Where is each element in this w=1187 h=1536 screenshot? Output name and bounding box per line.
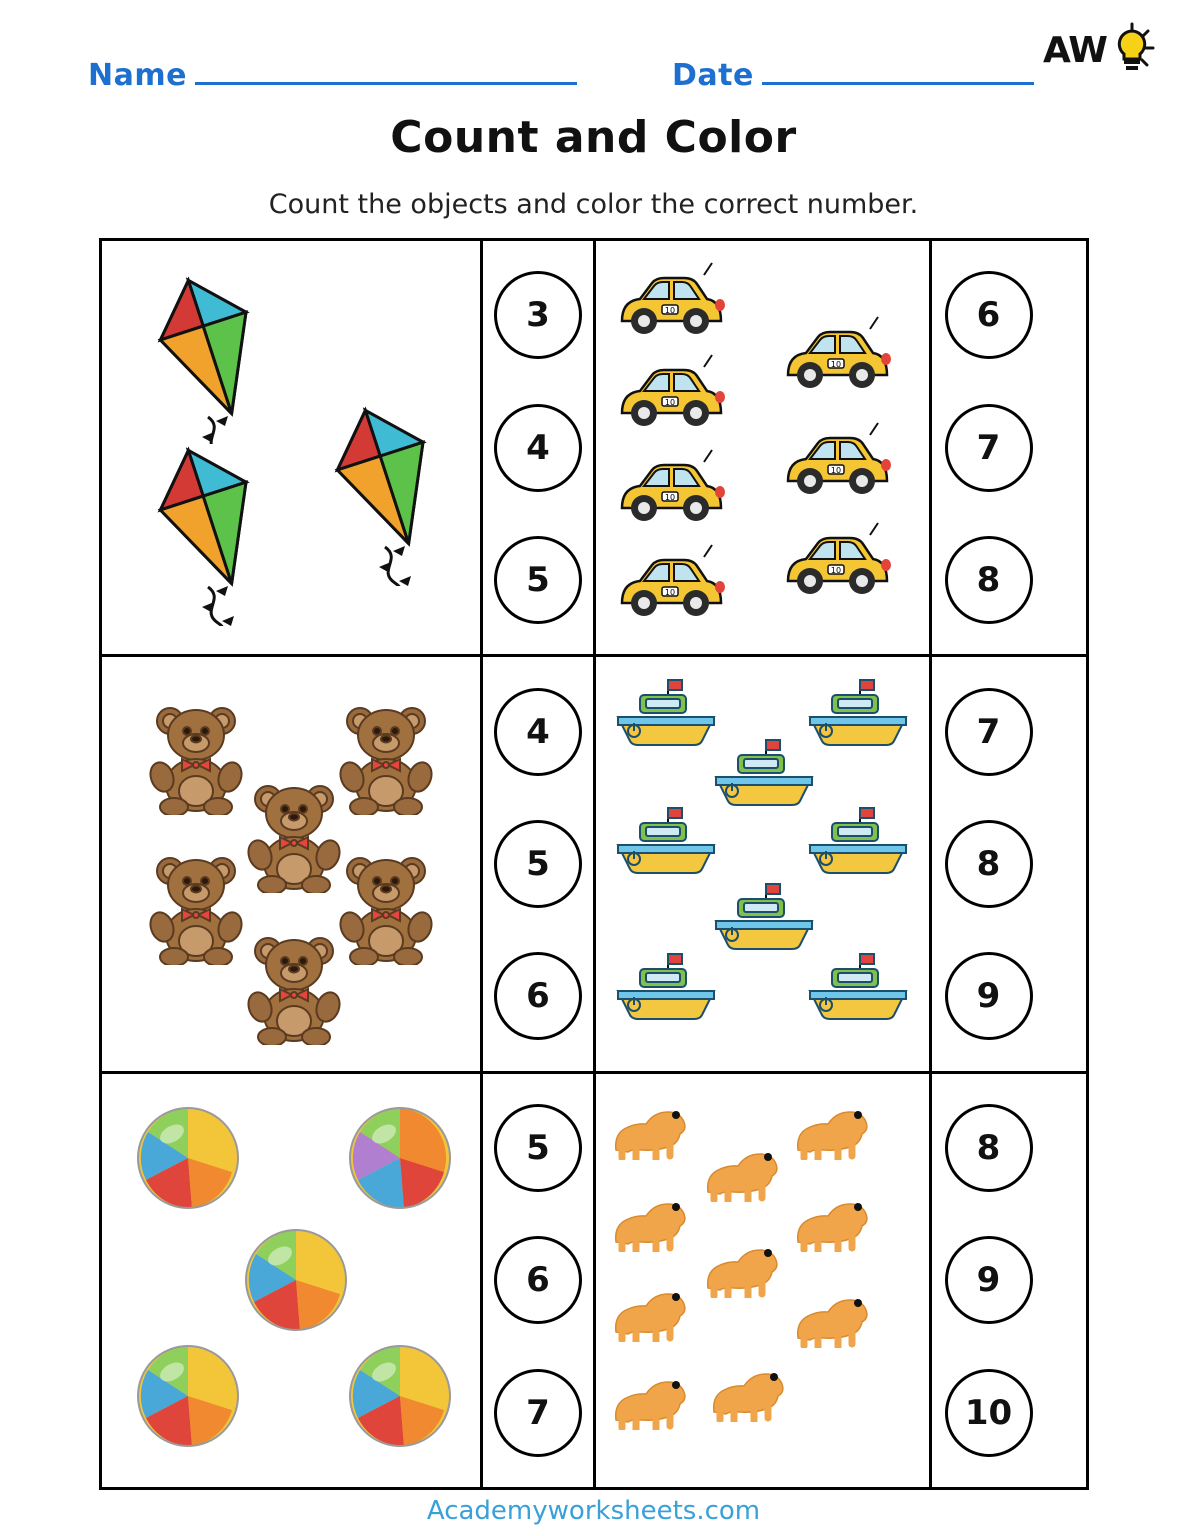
boat-icon bbox=[802, 803, 914, 887]
answer-option[interactable]: 5 bbox=[494, 820, 582, 908]
boat-icon bbox=[802, 949, 914, 1033]
teddy-bear-icon bbox=[334, 699, 438, 815]
answer-option[interactable]: 9 bbox=[945, 1236, 1033, 1324]
svg-text:10: 10 bbox=[830, 566, 842, 575]
logo-text: AW bbox=[1043, 30, 1107, 71]
boat-icon bbox=[610, 803, 722, 887]
car-icon bbox=[608, 351, 728, 437]
answer-option[interactable]: 7 bbox=[945, 404, 1033, 492]
dinosaur-icon bbox=[708, 1360, 800, 1422]
dinosaur-icon bbox=[610, 1280, 702, 1342]
kite-icon bbox=[307, 401, 482, 586]
beach-ball-icon bbox=[134, 1104, 242, 1212]
teddy-bear-icon bbox=[242, 777, 346, 893]
answer-choices-boats bbox=[932, 657, 1045, 1070]
answer-option[interactable]: 8 bbox=[945, 820, 1033, 908]
answer-option[interactable]: 5 bbox=[494, 536, 582, 624]
svg-text:10: 10 bbox=[664, 493, 676, 502]
dinosaur-icon bbox=[610, 1190, 702, 1252]
name-field[interactable] bbox=[88, 58, 577, 93]
beach-ball-icon bbox=[134, 1342, 242, 1450]
beach-ball-icon bbox=[346, 1104, 454, 1212]
beach-ball-icon bbox=[242, 1226, 350, 1334]
brand-logo bbox=[1043, 18, 1153, 82]
kite-icon bbox=[130, 269, 305, 444]
svg-text:10: 10 bbox=[664, 306, 676, 315]
car-icon bbox=[608, 541, 728, 627]
teddy-bear-icon bbox=[242, 929, 346, 1045]
object-cell-kites bbox=[102, 241, 483, 654]
answer-option[interactable]: 9 bbox=[945, 952, 1033, 1040]
answer-choices-bears bbox=[483, 657, 596, 1070]
dinosaur-icon bbox=[610, 1098, 702, 1160]
answer-option[interactable]: 6 bbox=[945, 271, 1033, 359]
boat-icon bbox=[610, 949, 722, 1033]
name-label: Name bbox=[88, 58, 187, 93]
lightbulb-icon bbox=[1109, 22, 1155, 74]
teddy-bear-icon bbox=[144, 699, 248, 815]
teddy-bear-icon bbox=[144, 849, 248, 965]
page-title: Count and Color bbox=[390, 112, 797, 163]
date-label: Date bbox=[672, 58, 754, 93]
dinosaur-icon bbox=[702, 1140, 794, 1202]
answer-option[interactable]: 4 bbox=[494, 404, 582, 492]
object-cell-dinosaurs bbox=[596, 1074, 932, 1487]
answer-choices-balls bbox=[483, 1074, 596, 1487]
answer-option[interactable]: 8 bbox=[945, 536, 1033, 624]
answer-option[interactable]: 6 bbox=[494, 1236, 582, 1324]
dinosaur-icon bbox=[610, 1368, 702, 1430]
svg-text:10: 10 bbox=[664, 588, 676, 597]
svg-text:10: 10 bbox=[830, 466, 842, 475]
answer-option[interactable]: 10 bbox=[945, 1369, 1033, 1457]
answer-choices-cars bbox=[932, 241, 1045, 654]
answer-option[interactable]: 5 bbox=[494, 1104, 582, 1192]
answer-option[interactable]: 7 bbox=[945, 688, 1033, 776]
answer-choices-dinosaurs bbox=[932, 1074, 1045, 1487]
date-field[interactable] bbox=[672, 58, 1034, 93]
svg-text:10: 10 bbox=[664, 398, 676, 407]
instructions: Count the objects and color the correct number. bbox=[268, 189, 919, 220]
object-cell-balls bbox=[102, 1074, 483, 1487]
object-cell-cars bbox=[596, 241, 932, 654]
answer-option[interactable]: 7 bbox=[494, 1369, 582, 1457]
worksheet-row bbox=[102, 241, 1086, 657]
object-cell-bears bbox=[102, 657, 483, 1070]
beach-ball-icon bbox=[346, 1342, 454, 1450]
worksheet-grid bbox=[99, 238, 1089, 1490]
car-icon bbox=[774, 313, 894, 399]
date-input-line[interactable] bbox=[762, 62, 1034, 85]
teddy-bear-icon bbox=[334, 849, 438, 965]
worksheet-row bbox=[102, 657, 1086, 1073]
worksheet-row bbox=[102, 1074, 1086, 1487]
car-icon bbox=[608, 446, 728, 532]
worksheet-header bbox=[0, 0, 1187, 110]
dinosaur-icon bbox=[792, 1286, 884, 1348]
site-credit: Academyworksheets.com bbox=[426, 1496, 761, 1526]
car-icon bbox=[774, 519, 894, 605]
answer-option[interactable]: 8 bbox=[945, 1104, 1033, 1192]
answer-choices-kites bbox=[483, 241, 596, 654]
object-cell-boats bbox=[596, 657, 932, 1070]
kite-icon bbox=[130, 441, 305, 626]
answer-option[interactable]: 4 bbox=[494, 688, 582, 776]
boat-icon bbox=[610, 675, 722, 759]
name-input-line[interactable] bbox=[195, 62, 577, 85]
answer-option[interactable]: 6 bbox=[494, 952, 582, 1040]
svg-text:10: 10 bbox=[830, 360, 842, 369]
dinosaur-icon bbox=[792, 1190, 884, 1252]
car-icon bbox=[774, 419, 894, 505]
dinosaur-icon bbox=[702, 1236, 794, 1298]
car-icon bbox=[608, 259, 728, 345]
dinosaur-icon bbox=[792, 1098, 884, 1160]
answer-option[interactable]: 3 bbox=[494, 271, 582, 359]
